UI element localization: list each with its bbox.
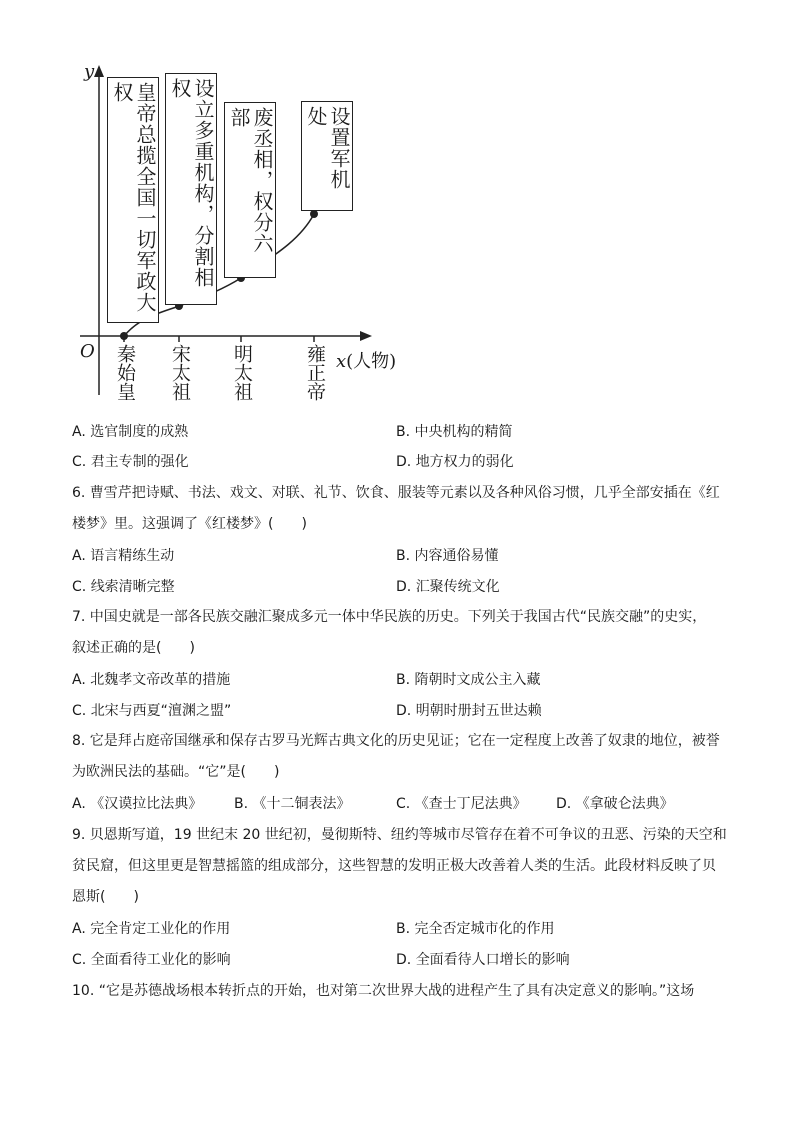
option-text: 完全否定城市化的作用 <box>414 921 555 937</box>
option-letter: B. <box>396 921 411 937</box>
box-ming: 废丞相，权分六部 <box>224 102 276 278</box>
option-letter: A. <box>72 921 86 937</box>
option-letter: A. <box>72 672 86 688</box>
option-letter: C. <box>72 454 87 470</box>
q6-stem-line1: 6. 曹雪芹把诗赋、书法、戏文、对联、礼节、饮食、服装等元素以及各种风俗习惯，几乎全部安插在《红 <box>72 485 720 501</box>
x-axis-var: x <box>336 351 347 372</box>
option-text: 汇聚传统文化 <box>415 579 500 595</box>
option-letter: B. <box>396 548 411 564</box>
curve-point-4 <box>310 210 318 218</box>
option-text: 明朝时册封五世达赖 <box>415 703 542 719</box>
option-letter: B. <box>234 796 249 812</box>
q7-option-d[interactable] <box>396 701 542 721</box>
option-text: 中央机构的精简 <box>414 424 513 440</box>
q8-option-c[interactable] <box>396 794 527 814</box>
option-text: 《十二铜表法》 <box>252 796 351 812</box>
q9-stem-line2: 贫民窟，但这里更是智慧摇篮的组成部分，这些智慧的发明正极大改善着人类的生活。此段材料反映了贝 <box>72 858 716 874</box>
option-text: 北宋与西夏“澶渊之盟” <box>90 703 232 719</box>
option-text: 内容通俗易懂 <box>414 548 499 564</box>
option-letter: A. <box>72 424 86 440</box>
option-letter: C. <box>72 703 87 719</box>
q9-option-a[interactable] <box>72 919 230 939</box>
option-text: 选官制度的成熟 <box>90 424 189 440</box>
option-letter: D. <box>396 703 412 719</box>
x-axis-unit: (人物) <box>346 351 397 372</box>
q6-stem-line2: 楼梦》里。这强调了《红楼梦》( ) <box>72 516 307 532</box>
q9-option-c[interactable] <box>72 950 231 970</box>
q6-option-b[interactable] <box>396 546 499 566</box>
power-curve-figure <box>60 55 420 415</box>
q7-option-c[interactable] <box>72 701 231 721</box>
curve-point-1 <box>120 332 128 340</box>
option-text: 全面看待人口增长的影响 <box>415 952 570 968</box>
option-letter: D. <box>396 952 412 968</box>
option-letter: D. <box>556 796 572 812</box>
y-axis-arrow <box>94 65 104 77</box>
option-text: 《汉谟拉比法典》 <box>90 796 203 812</box>
q5-option-a[interactable] <box>72 422 188 442</box>
q7-stem-line2: 叙述正确的是( ) <box>72 640 195 656</box>
tick-label-song: 宋太祖 <box>169 344 191 401</box>
option-text: 《拿破仑法典》 <box>575 796 674 812</box>
q9-stem-line1: 9. 贝恩斯写道，19 世纪末 20 世纪初，曼彻斯特、纽约等城市尽管存在着不可争议的丑恶、污染的天空和 <box>72 827 727 843</box>
q6-option-a[interactable] <box>72 546 174 566</box>
option-text: 语言精练生动 <box>90 548 175 564</box>
option-letter: C. <box>396 796 411 812</box>
q5-option-d[interactable] <box>396 452 514 472</box>
option-text: 君主专制的强化 <box>90 454 189 470</box>
q9-stem-line3: 恩斯( ) <box>72 889 139 905</box>
q9-option-b[interactable] <box>396 919 555 939</box>
option-letter: A. <box>72 796 86 812</box>
option-letter: D. <box>396 454 412 470</box>
x-axis-label <box>336 347 396 373</box>
q10-stem-line1: 10. “它是苏德战场根本转折点的开始，也对第二次世界大战的进程产生了具有决定意义的影响。”这场 <box>72 983 695 999</box>
option-text: 线索清晰完整 <box>90 579 175 595</box>
q5-option-c[interactable] <box>72 452 189 472</box>
q8-stem-line1: 8. 它是拜占庭帝国继承和保存古罗马光辉古典文化的历史见证；它在一定程度上改善了奴隶的地位，被誉 <box>72 733 720 749</box>
option-letter: B. <box>396 424 411 440</box>
option-letter: C. <box>72 952 87 968</box>
q7-option-b[interactable] <box>396 670 541 690</box>
option-text: 全面看待工业化的影响 <box>90 952 231 968</box>
option-letter: A. <box>72 548 86 564</box>
q9-option-d[interactable] <box>396 950 570 970</box>
q8-option-b[interactable] <box>234 794 351 814</box>
tick-label-yongzheng: 雍正帝 <box>304 344 326 401</box>
q8-option-d[interactable] <box>556 794 674 814</box>
tick-label-qin: 秦始皇 <box>114 344 136 401</box>
option-letter: B. <box>396 672 411 688</box>
q8-stem-line2: 为欧洲民法的基础。“它”是( ) <box>72 764 280 780</box>
q7-option-a[interactable] <box>72 670 230 690</box>
x-axis-arrow <box>360 331 372 341</box>
option-text: 北魏孝文帝改革的措施 <box>90 672 231 688</box>
box-yongzheng: 设置军机处 <box>301 101 353 211</box>
tick-label-ming: 明太祖 <box>231 344 253 401</box>
q7-stem-line1: 7. 中国史就是一部各民族交融汇聚成多元一体中华民族的历史。下列关于我国古代“民族交融”的史实， <box>72 609 707 625</box>
q8-option-a[interactable] <box>72 794 202 814</box>
q5-option-b[interactable] <box>396 422 513 442</box>
option-letter: C. <box>72 579 87 595</box>
origin-label: O <box>80 341 95 362</box>
option-text: 《查士丁尼法典》 <box>414 796 527 812</box>
q6-option-c[interactable] <box>72 577 175 597</box>
y-axis-label: y <box>84 61 95 82</box>
option-text: 完全肯定工业化的作用 <box>90 921 231 937</box>
option-letter: D. <box>396 579 412 595</box>
option-text: 隋朝时文成公主入藏 <box>414 672 541 688</box>
option-text: 地方权力的弱化 <box>415 454 514 470</box>
box-qin: 皇帝总揽全国一切军政大权 <box>107 77 159 323</box>
box-song: 设立多重机构，分割相权 <box>165 73 217 305</box>
q6-option-d[interactable] <box>396 577 500 597</box>
